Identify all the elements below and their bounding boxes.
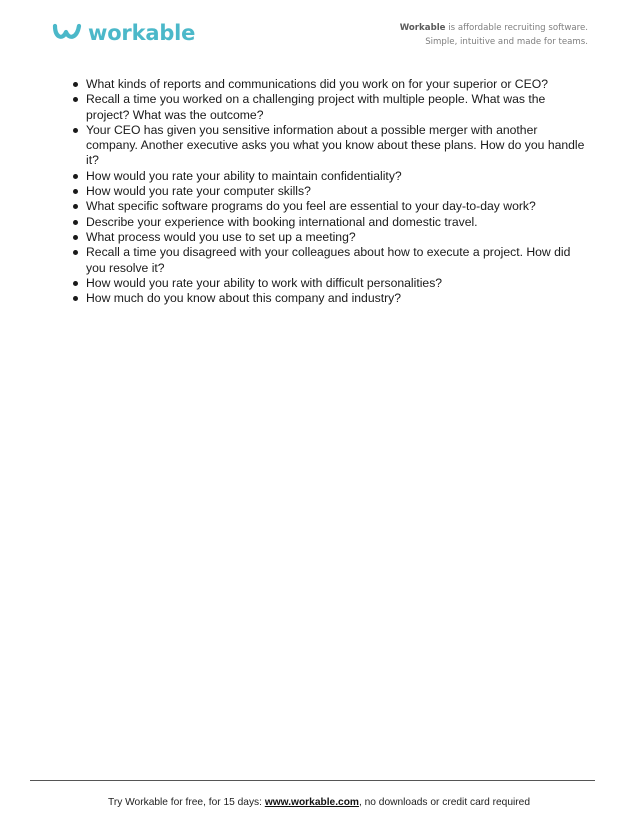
page-footer <box>0 797 638 808</box>
logo-wordmark: workable <box>88 20 196 45</box>
question-text: How would you rate your ability to maintain confidentiality? <box>86 168 402 183</box>
question-text: Your CEO has given you sensitive information about a possible merger with another company. Another executive asks you what you know about these plans. How do you handle it? <box>86 122 585 168</box>
footer-suffix: , no downloads or credit card required <box>358 797 531 808</box>
question-text: What process would you use to set up a meeting? <box>86 229 356 244</box>
question-item <box>70 215 590 230</box>
bullet-icon <box>73 281 78 286</box>
tagline-brand: Workable <box>399 23 446 33</box>
question-text: Recall a time you worked on a challenging project with multiple people. What was the project? What was the outcome? <box>86 92 546 122</box>
question-item <box>70 276 590 291</box>
workable-website-link[interactable]: www.workable.com <box>264 797 359 808</box>
footer-divider <box>30 780 595 781</box>
question-item <box>70 245 590 276</box>
bullet-icon <box>73 204 78 209</box>
main-content <box>70 77 590 306</box>
question-item <box>70 123 590 169</box>
page-header <box>0 0 638 62</box>
bullet-icon <box>73 97 78 102</box>
question-item <box>70 77 590 92</box>
tagline-line-1 <box>400 21 588 35</box>
question-item <box>70 199 590 214</box>
bullet-icon <box>73 235 78 240</box>
question-item <box>70 184 590 199</box>
question-text: What kinds of reports and communications did you work on for your superior or CEO? <box>86 77 548 91</box>
tagline-line-1-text: is affordable recruiting software. <box>445 23 588 33</box>
question-text: Describe your experience with booking international and domestic travel. <box>86 214 478 229</box>
question-text: Recall a time you disagreed with your colleagues about how to execute a project. How did you resolve it? <box>86 245 571 275</box>
question-item <box>70 291 590 306</box>
footer-prefix: Try Workable for free, for 15 days: <box>107 797 265 808</box>
tagline <box>400 21 588 49</box>
bullet-icon <box>73 174 78 179</box>
question-item <box>70 230 590 245</box>
question-list <box>70 77 590 306</box>
bullet-icon <box>73 189 78 194</box>
question-text: What specific software programs do you feel are essential to your day-to-day work? <box>86 199 536 214</box>
workable-logo-icon <box>52 22 82 44</box>
bullet-icon <box>73 128 78 133</box>
question-item <box>70 92 590 123</box>
bullet-icon <box>73 296 78 301</box>
bullet-icon <box>73 82 78 87</box>
question-text: How would you rate your computer skills? <box>86 184 311 199</box>
question-item <box>70 169 590 184</box>
question-text: How much do you know about this company and industry? <box>86 291 402 306</box>
tagline-line-2: Simple, intuitive and made for teams. <box>425 37 588 47</box>
workable-logo[interactable] <box>52 22 195 44</box>
bullet-icon <box>73 220 78 225</box>
bullet-icon <box>73 250 78 255</box>
question-text: How would you rate your ability to work with difficult personalities? <box>86 275 443 290</box>
